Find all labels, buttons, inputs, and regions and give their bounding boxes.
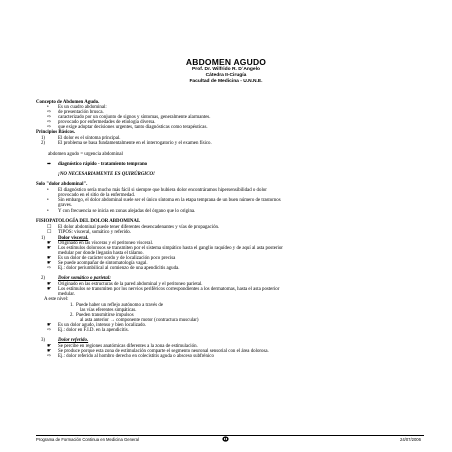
list-marker: • (47, 198, 49, 203)
text-line: medular. (58, 292, 75, 297)
list-marker: ☐ (47, 230, 52, 235)
text-line: Los estímulos dolorosos se transmiten por el sistema simpático hasta el ganglio raquídeo y de aquí al asta posterior (58, 246, 283, 251)
author-line: Prof. Dr. Wilfrido R. D´Angelo (192, 67, 260, 72)
footer-divider (36, 435, 424, 436)
list-marker: 2) (41, 141, 45, 146)
list-marker: • (47, 105, 49, 110)
text-line: que exige adoptar decisiones urgentes, tanto diagnósticas como terapéuticas. (58, 125, 208, 130)
footer-program: Programa de Formación Continua en Medicina General (36, 437, 139, 442)
text-line: El dolor es el síntoma principal. (58, 136, 121, 141)
list-marker: ☛ (47, 261, 52, 266)
text-line: Puede haber un reflejo autónomo a través de (76, 303, 164, 308)
text-line: Dolor somático o parietal: (58, 276, 111, 281)
list-marker: ☛ (47, 344, 52, 349)
chair-line: Cátedra II-Cirugía (205, 73, 247, 78)
section-heading: FISIOPATOLOGÍA DEL DOLOR ABDOMINAL (36, 219, 141, 224)
text-line: El dolor abdominal puede tener diferentes desencadenantes y vías de propagación. (58, 225, 220, 230)
text-line: Los estímulos se transmiten por los nervios periféricos correspondientes a los dermatomas, hasta el asta posterior (58, 287, 280, 292)
text-line: Es un dolor de carácter sordo y de localización poco precisa (58, 256, 176, 261)
section-heading: Solo "dolor abdominal". (36, 182, 88, 187)
list-marker: ➡ (47, 162, 52, 167)
list-marker: 1. (70, 303, 74, 308)
list-marker: ⇨ (47, 115, 52, 120)
list-marker: ☛ (47, 241, 52, 246)
list-marker: • (47, 188, 49, 193)
text-line: Es un cuadro abdominal: (58, 105, 107, 110)
text-line: Se produce porque esta zona de estimulación comparte el segmento neuronal sensorial con el área dolorosa. (58, 349, 269, 354)
list-marker: ☛ (47, 256, 52, 261)
text-line: A este nivel: (44, 297, 69, 302)
text-line: Originado en las vísceras y el peritoneo visceral. (58, 241, 154, 246)
list-marker: ☛ (47, 349, 52, 354)
text-line: El diagnóstico sería mucho más fácil si siempre que hubiera dolor encontráramos hipersensibilidad o dolor (58, 188, 267, 193)
text-line: al asta anterior → componente motor (contractura muscular) (80, 318, 199, 323)
section-heading: Principios Básicos. (36, 130, 76, 135)
text-line: Sin embargo, el dolor abdominal suele ser el único síntoma en la etapa temprana de un buen número de trastornos (58, 198, 281, 203)
section-heading: Concepto de Abdomen Agudo. (36, 100, 100, 105)
text-line: abdomen agudo = urgencia abdominal (48, 152, 123, 157)
text-line: TIPOS: visceral, somático y referido. (58, 230, 132, 235)
list-marker: 3) (41, 338, 45, 343)
text-line: graves. (58, 203, 72, 208)
list-marker: ☛ (47, 287, 52, 292)
text-line: Dolor referido. (58, 338, 89, 343)
footer-date: 24/07/2006 (400, 437, 421, 442)
list-marker: 1) (41, 236, 45, 241)
text-line: Ej.: dolor periumbilical al comienzo de una apendicitis aguda. (58, 266, 180, 271)
text-line: El problema se basa fundamentalmente en el interrogatorio y el examen físico. (58, 141, 212, 146)
text-line: Originado en las estructuras de la pared abdominal y el peritoneo parietal. (58, 282, 203, 287)
list-marker: ⇨ (47, 125, 52, 130)
text-line: Ej.: dolor referido al hombro derecho en colecistitis aguda o absceso subfrénico (58, 354, 214, 359)
section-heading: ¡NO NECESARIAMENTE ES QUIRÚRGICO! (58, 172, 155, 177)
text-line: Se percibe en regiones anatómicas diferentes a la zona de estimulación. (58, 344, 198, 349)
list-marker: 2) (41, 276, 45, 281)
list-marker: ⇨ (47, 328, 52, 333)
list-marker: 2. (70, 313, 74, 318)
list-marker: 1) (41, 136, 45, 141)
university-seal-icon (222, 436, 229, 442)
list-marker: ☐ (47, 225, 52, 230)
text-line: provocado en el sitio de la enfermedad. (58, 193, 135, 198)
text-line: medular por donde llegarán hasta el tálamo. (58, 251, 144, 256)
text-line: las vías eferentes simpáticas. (80, 308, 137, 313)
list-marker: ☛ (47, 323, 52, 328)
text-line: Ej.: dolor en F.I.D. en la apendicitis. (58, 328, 129, 333)
text-line: diagnóstico rápido - tratamiento temprano (58, 162, 148, 167)
faculty-line: Facultad de Medicina - U.N.N.E. (189, 79, 263, 84)
text-line: Se puede acompañar de sintomatología vagal. (58, 261, 148, 266)
list-marker: ☛ (47, 246, 52, 251)
text-line: de presentación brusca. (58, 110, 104, 115)
text-line: provocado por enfermedades de etiología diversa. (58, 120, 156, 125)
text-line: Es un dolor agudo, intenso y bien localizado. (58, 323, 147, 328)
text-line: Dolor visceral. (58, 236, 89, 241)
list-marker: ⇨ (47, 266, 52, 271)
text-line: Y con frecuencia se inicia en zonas alejadas del órgano que lo origina. (58, 209, 196, 214)
list-marker: ⇨ (47, 110, 52, 115)
list-marker: ☛ (47, 282, 52, 287)
list-marker: ⇨ (47, 354, 52, 359)
list-marker: • (47, 209, 49, 214)
list-marker: ⇨ (47, 120, 52, 125)
text-line: caracterizado por un conjunto de signos y síntomas, generalmente alarmantes. (58, 115, 211, 120)
text-line: Pueden transmitirse impulsos (76, 313, 134, 318)
document-title: ABDOMEN AGUDO (185, 57, 267, 67)
